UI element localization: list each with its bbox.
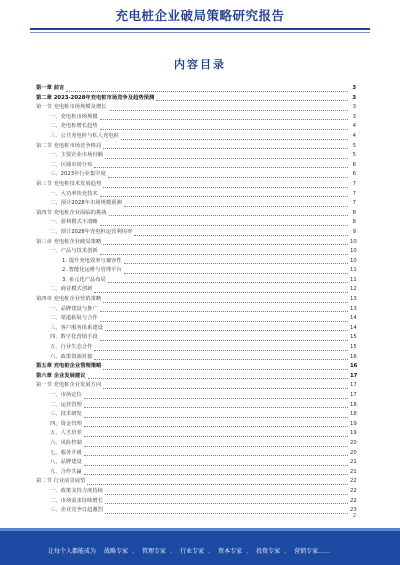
toc-entry-label: 第五章 充电桩企业管理策略 bbox=[36, 363, 102, 370]
toc-leader-dots bbox=[103, 302, 348, 303]
toc-entry-page: 8 bbox=[352, 209, 356, 216]
toc-entry-page: 12 bbox=[350, 286, 357, 293]
toc-entry-page: 13 bbox=[350, 296, 357, 303]
toc-leader-dots bbox=[103, 369, 348, 370]
toc-entry-page: 6 bbox=[352, 161, 356, 168]
toc-leader-dots bbox=[108, 177, 348, 178]
toc-entry[interactable] bbox=[36, 199, 356, 209]
toc-entry-page: 3 bbox=[352, 94, 356, 101]
toc-entry[interactable] bbox=[36, 161, 356, 171]
toc-entry[interactable] bbox=[36, 218, 356, 228]
footer-slogan-item: 资本专家 bbox=[218, 548, 243, 555]
toc-entry[interactable] bbox=[36, 372, 356, 382]
toc-entry-page: 20 bbox=[350, 449, 357, 456]
toc-entry[interactable] bbox=[36, 468, 356, 478]
toc-entry-page: 15 bbox=[350, 334, 357, 341]
toc-leader-dots bbox=[103, 148, 348, 149]
toc-leader-dots bbox=[124, 263, 348, 264]
toc-leader-dots bbox=[84, 426, 348, 427]
toc-leader-dots bbox=[124, 273, 348, 274]
toc-entry-page: 7 bbox=[352, 180, 356, 187]
toc-leader-dots bbox=[100, 119, 348, 120]
toc-entry[interactable] bbox=[36, 151, 356, 161]
toc-entry[interactable] bbox=[36, 190, 356, 200]
toc-entry-label: 三、技术研发 bbox=[50, 411, 82, 418]
toc-entry-label: 二、市场需求持续增长 bbox=[50, 497, 103, 504]
toc-leader-dots bbox=[84, 436, 348, 437]
toc-entry-page: 16 bbox=[350, 363, 358, 370]
toc-entry-page: 18 bbox=[350, 411, 357, 418]
toc-entry-page: 8 bbox=[352, 219, 356, 226]
toc-entry-label: 一、主要企业市场份额 bbox=[50, 152, 103, 159]
toc-leader-dots bbox=[84, 474, 348, 475]
toc-entry-page: 17 bbox=[350, 382, 357, 389]
toc-entry-label: 三、公共充电桩与私人充电桩 bbox=[50, 132, 119, 139]
toc-entry[interactable] bbox=[36, 295, 356, 305]
footer-separator: 、 bbox=[208, 548, 215, 555]
footer-band bbox=[0, 531, 400, 565]
toc-leader-dots bbox=[100, 196, 348, 197]
toc-entry[interactable] bbox=[36, 506, 356, 516]
toc-entry-label: 八、品牌建设 bbox=[50, 459, 82, 466]
page-number: 2 bbox=[352, 513, 356, 519]
toc-leader-dots bbox=[84, 398, 348, 399]
toc-leader-dots bbox=[105, 158, 348, 159]
toc-leader-dots bbox=[103, 388, 348, 389]
footer-separator: 、 bbox=[170, 548, 177, 555]
toc-entry[interactable] bbox=[36, 122, 356, 132]
toc-entry[interactable] bbox=[36, 343, 356, 353]
toc-leader-dots bbox=[100, 321, 348, 322]
toc-entry-page: 3 bbox=[352, 113, 356, 120]
footer-slogan-item: 投资专家 bbox=[256, 548, 281, 555]
page-title: 充电桩企业破局策略研究报告 bbox=[115, 8, 285, 23]
toc-leader-dots bbox=[84, 446, 348, 447]
toc-entry[interactable] bbox=[36, 113, 356, 123]
toc-leader-dots bbox=[84, 417, 348, 418]
toc-leader-dots bbox=[100, 225, 348, 226]
toc-entry[interactable] bbox=[36, 238, 356, 248]
toc-entry[interactable] bbox=[36, 305, 356, 315]
toc-entry-page: 20 bbox=[350, 439, 357, 446]
toc-leader-dots bbox=[105, 330, 348, 331]
toc-leader-dots bbox=[109, 110, 348, 111]
footer-slogan-item: 营销专家…… bbox=[294, 548, 331, 555]
toc-entry-label: 三、客户服务体系建设 bbox=[50, 324, 103, 331]
toc-entry[interactable] bbox=[36, 84, 356, 94]
toc-entry[interactable] bbox=[36, 391, 356, 401]
toc-entry[interactable] bbox=[36, 381, 356, 391]
toc-entry-label: 一、政策支持力度持续 bbox=[50, 487, 103, 494]
toc-entry-label: 第一节 充电桩市场规模及增长 bbox=[36, 104, 107, 111]
toc-entry[interactable] bbox=[36, 247, 356, 257]
toc-entry-page: 22 bbox=[350, 487, 357, 494]
toc-entry[interactable] bbox=[36, 333, 356, 343]
toc-entry-label: 第一节 充电桩企业发展方向 bbox=[36, 382, 102, 389]
toc-entry-page: 11 bbox=[350, 276, 357, 283]
toc-leader-dots bbox=[94, 350, 348, 351]
footer-separator: 、 bbox=[132, 548, 139, 555]
toc-entry-page: 13 bbox=[350, 305, 357, 312]
toc-entry-page: 7 bbox=[352, 200, 356, 207]
toc-entry-page: 16 bbox=[350, 353, 357, 360]
toc-entry-page: 14 bbox=[350, 315, 357, 322]
toc-entry-page: 10 bbox=[350, 248, 357, 255]
toc-entry-page: 14 bbox=[350, 324, 357, 331]
toc-leader-dots bbox=[103, 187, 348, 188]
toc-entry-label: 五、人才培养 bbox=[50, 430, 82, 437]
toc-entry-label: 二、区域市场分布 bbox=[50, 161, 93, 168]
toc-leader-dots bbox=[66, 91, 348, 92]
toc-leader-dots bbox=[109, 215, 348, 216]
toc-leader-dots bbox=[156, 100, 348, 101]
toc-leader-dots bbox=[100, 129, 348, 130]
toc-entry-label: 第二节 行业前景展望 bbox=[36, 478, 86, 485]
toc-leader-dots bbox=[84, 455, 348, 456]
toc-leader-dots bbox=[105, 494, 348, 495]
toc-entry[interactable] bbox=[36, 458, 356, 468]
toc-entry-label: 2. 智能化运维与管理平台 bbox=[62, 267, 122, 274]
toc-entry-label: 一、品牌建设与推广 bbox=[50, 305, 98, 312]
toc-entry[interactable] bbox=[36, 439, 356, 449]
toc-entry-label: 3. 多元化产品布局 bbox=[62, 276, 106, 283]
toc-entry[interactable] bbox=[36, 132, 356, 142]
toc-leader-dots bbox=[84, 407, 348, 408]
toc-leader-dots bbox=[124, 206, 348, 207]
toc-entry-page: 3 bbox=[352, 104, 356, 111]
toc-entry-page: 18 bbox=[350, 401, 357, 408]
toc-entry-page: 6 bbox=[352, 171, 356, 178]
toc-entry-label: 第一章 前言 bbox=[36, 85, 65, 91]
toc-entry-label: 二、充电桩增长趋势 bbox=[50, 123, 98, 130]
toc-entry[interactable] bbox=[36, 94, 356, 104]
toc-entry-page: 3 bbox=[352, 85, 356, 91]
toc-entry[interactable] bbox=[36, 170, 356, 180]
toc-entry[interactable] bbox=[36, 497, 356, 507]
toc-entry[interactable] bbox=[36, 410, 356, 420]
footer-slogan-item: 管理专家 bbox=[142, 548, 167, 555]
toc-entry[interactable] bbox=[36, 266, 356, 276]
toc-entry-label: 五、行业生态合作 bbox=[50, 344, 93, 351]
toc-entry-page: 10 bbox=[350, 238, 357, 245]
toc-entry[interactable] bbox=[36, 420, 356, 430]
toc-entry[interactable] bbox=[36, 487, 356, 497]
toc-entry-label: 一、充电桩市场规模 bbox=[50, 113, 98, 120]
footer-slogan bbox=[48, 546, 330, 555]
toc-leader-dots bbox=[94, 359, 348, 360]
toc-leader-dots bbox=[94, 167, 348, 168]
toc-entry-label: 九、合作共赢 bbox=[50, 468, 82, 475]
toc-entry-label: 二、渠道拓展与合作 bbox=[50, 315, 98, 322]
toc-leader-dots bbox=[100, 254, 348, 255]
toc-entry-page: 17 bbox=[350, 372, 358, 379]
toc-entry-page: 23 bbox=[350, 507, 357, 514]
toc-leader-dots bbox=[94, 292, 348, 293]
footer-slogan-item: 让每个人都能成为 bbox=[48, 548, 97, 555]
toc-entry[interactable] bbox=[36, 257, 356, 267]
toc-leader-dots bbox=[100, 311, 348, 312]
toc-entry[interactable] bbox=[36, 276, 356, 286]
table-of-contents bbox=[36, 84, 356, 516]
toc-entry-label: 六、风险控制 bbox=[50, 439, 82, 446]
toc-entry-label: 第二节 充电桩市场竞争格局 bbox=[36, 142, 102, 149]
toc-entry-label: 七、服务升级 bbox=[50, 449, 82, 456]
toc-entry[interactable] bbox=[36, 228, 356, 238]
toc-entry[interactable] bbox=[36, 180, 356, 190]
toc-entry-page: 5 bbox=[352, 152, 356, 159]
toc-entry[interactable] bbox=[36, 103, 356, 113]
toc-entry-label: 一、大功率快充技术 bbox=[50, 190, 98, 197]
toc-entry-label: 1. 提升充电效率与兼容性 bbox=[62, 257, 122, 264]
toc-entry-label: 四、数字化营销手段 bbox=[50, 334, 98, 341]
toc-entry[interactable] bbox=[36, 324, 356, 334]
toc-entry-page: 4 bbox=[352, 123, 356, 130]
toc-leader-dots bbox=[105, 513, 348, 514]
toc-entry-label: 一、市场定位 bbox=[50, 392, 82, 398]
toc-entry-page: 11 bbox=[350, 267, 357, 274]
toc-entry[interactable] bbox=[36, 449, 356, 459]
toc-entry[interactable] bbox=[36, 209, 356, 219]
toc-entry[interactable] bbox=[36, 353, 356, 363]
toc-entry-page: 7 bbox=[352, 190, 356, 197]
toc-leader-dots bbox=[84, 465, 348, 466]
toc-entry-label: 三、企业竞争日趋激烈 bbox=[50, 507, 103, 514]
toc-entry-page: 22 bbox=[350, 478, 357, 485]
toc-entry[interactable] bbox=[36, 477, 356, 487]
toc-entry-label: 第四节 充电桩企业面临的挑战 bbox=[36, 209, 107, 216]
toc-leader-dots bbox=[87, 484, 348, 485]
footer-slogan-item: 战略专家 bbox=[104, 548, 129, 555]
toc-entry-label: 第二章 2023-2028年充电桩市场竞争及趋势预测 bbox=[36, 94, 155, 101]
toc-entry[interactable] bbox=[36, 314, 356, 324]
footer-separator: 、 bbox=[246, 548, 253, 555]
toc-entry[interactable] bbox=[36, 285, 356, 295]
toc-entry-label: 二、运营管理 bbox=[50, 401, 82, 408]
toc-entry-label: 三、2023年行业集中度 bbox=[50, 171, 106, 178]
toc-entry[interactable] bbox=[36, 401, 356, 411]
footer-separator: 、 bbox=[284, 548, 291, 555]
toc-entry-label: 第三节 充电桩技术发展趋势 bbox=[36, 180, 102, 187]
toc-entry-page: 15 bbox=[350, 344, 357, 351]
toc-entry-page: 21 bbox=[350, 459, 357, 466]
toc-leader-dots bbox=[103, 244, 348, 245]
toc-leader-dots bbox=[105, 503, 348, 504]
toc-entry-label: 二、预计2028年充电桩运营利用率 bbox=[50, 228, 133, 235]
toc-entry-page: 19 bbox=[350, 420, 357, 427]
toc-entry-label: 第六章 企业发展建议 bbox=[36, 372, 86, 379]
toc-entry-page: 9 bbox=[352, 228, 356, 235]
toc-heading: 内容目录 bbox=[174, 58, 226, 71]
toc-entry[interactable] bbox=[36, 142, 356, 152]
toc-leader-dots bbox=[100, 340, 348, 341]
toc-entry-label: 二、预计2028年市场规模预测 bbox=[50, 200, 122, 207]
toc-leader-dots bbox=[108, 282, 348, 283]
toc-entry-page: 4 bbox=[352, 132, 356, 139]
toc-entry-page: 17 bbox=[350, 392, 357, 398]
toc-leader-dots bbox=[88, 378, 348, 379]
toc-entry-label: 一、盈利模式不清晰 bbox=[50, 219, 98, 226]
toc-entry-page: 21 bbox=[350, 468, 357, 475]
toc-entry[interactable] bbox=[36, 362, 356, 372]
toc-entry-label: 一、产品与技术创新 bbox=[50, 248, 98, 255]
toc-leader-dots bbox=[134, 235, 348, 236]
toc-entry-label: 二、商业模式创新 bbox=[50, 286, 93, 293]
toc-entry-label: 四、资金管理 bbox=[50, 420, 82, 427]
footer-slogan-item: 行业专家 bbox=[180, 548, 205, 555]
toc-entry[interactable] bbox=[36, 429, 356, 439]
toc-entry-label: 第四章 充电桩企业营销策略 bbox=[36, 296, 102, 303]
title-divider bbox=[30, 28, 370, 30]
toc-entry-page: 5 bbox=[352, 142, 356, 149]
toc-entry-label: 六、政策资源对接 bbox=[50, 353, 93, 360]
toc-entry-page: 19 bbox=[350, 430, 357, 437]
title-divider-thin bbox=[30, 32, 370, 33]
toc-entry-page: 22 bbox=[350, 497, 357, 504]
toc-entry-page: 10 bbox=[350, 257, 357, 264]
toc-entry-label: 第三章 充电桩企业破局策略 bbox=[36, 238, 102, 245]
toc-leader-dots bbox=[121, 139, 348, 140]
